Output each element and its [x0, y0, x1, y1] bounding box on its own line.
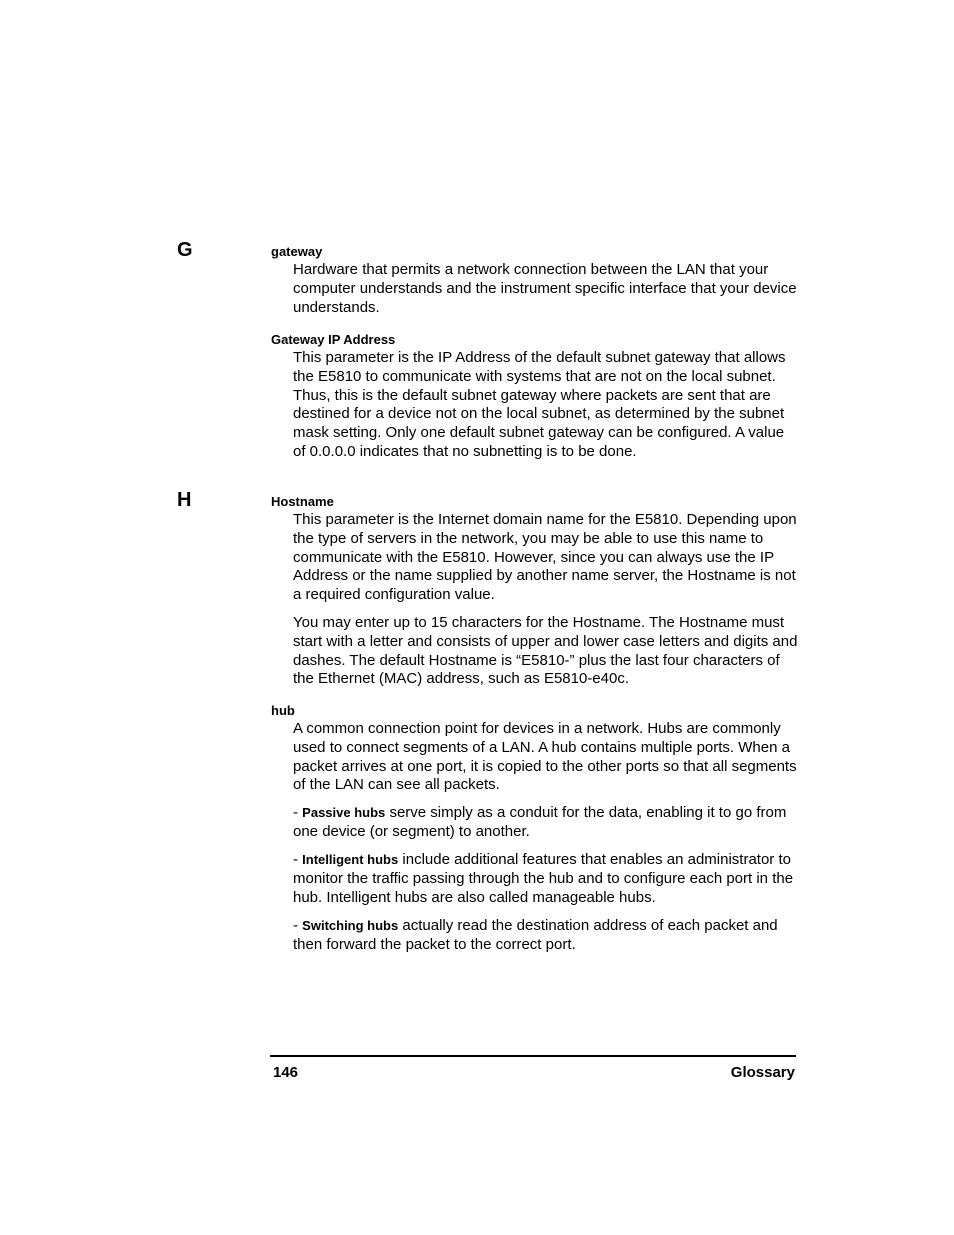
hub-type-dash: -	[293, 851, 303, 868]
hub-type-dash: -	[293, 917, 303, 934]
hub-type-passive	[293, 804, 798, 842]
definition-hostname-paragraph-1: This parameter is the Internet domain name for the E5810. Depending upon the type of servers in the network, you may be able to use this name to communicate with the E5810. However, since you can always use the IP Address or the name supplied by another name server, the Hostname is not a required configuration value.	[293, 511, 797, 604]
hub-type-label: Intelligent hubs	[302, 852, 399, 867]
footer-rule	[270, 1055, 796, 1057]
page-number: 146	[273, 1064, 299, 1081]
hub-type-description: actually read the destination address of each packet and then forward the packet to the correct port.	[293, 917, 778, 953]
footer-section-title: Glossary	[730, 1064, 795, 1081]
definition-gateway-ip-address: This parameter is the IP Address of the default subnet gateway that allows the E5810 to communicate with systems that are not on the local subnet. Thus, this is the default subnet gateway where packets are sent that are destined for a device not on the local subnet, as determined by the subnet mask setting. Only one default subnet gateway can be configured. A value of 0.0.0.0 indicates that no subnetting is to be done.	[293, 349, 786, 460]
hub-type-intelligent	[293, 851, 798, 907]
term-gateway-ip-address: Gateway IP Address	[271, 332, 396, 347]
hub-type-dash: -	[293, 804, 303, 821]
term-hub: hub	[271, 703, 295, 718]
definition-hub-paragraph-1: A common connection point for devices in a network. Hubs are commonly used to connect segments of a LAN. A hub contains multiple ports. When a packet arrives at one port, it is copied to the other ports so that all segments of the LAN can see all packets.	[293, 720, 797, 794]
hub-type-description: include additional features that enables an administrator to monitor the traffic passing through the hub and to configure each port in the hub. Intelligent hubs are also called manageable hubs.	[293, 851, 794, 906]
section-letter-g: G	[177, 239, 193, 261]
hub-type-description: serve simply as a conduit for the data, enabling it to go from one device (or segment) to another.	[293, 804, 787, 840]
definition-gateway: Hardware that permits a network connection between the LAN that your computer understands and the instrument specific interface that your device understands.	[293, 261, 797, 316]
section-letter-h: H	[177, 489, 192, 511]
hub-type-label: Switching hubs	[302, 918, 399, 933]
term-gateway: gateway	[271, 244, 323, 259]
definition-hostname-paragraph-2: You may enter up to 15 characters for the Hostname. The Hostname must start with a letter and consists of upper and lower case letters and digits and dashes. The default Hostname is “E5810-” plus the last four characters of the Ethernet (MAC) address, such as E5810-e40c.	[293, 614, 798, 688]
term-hostname: Hostname	[271, 494, 334, 509]
hub-type-switching	[293, 917, 798, 955]
hub-type-label: Passive hubs	[302, 805, 386, 820]
